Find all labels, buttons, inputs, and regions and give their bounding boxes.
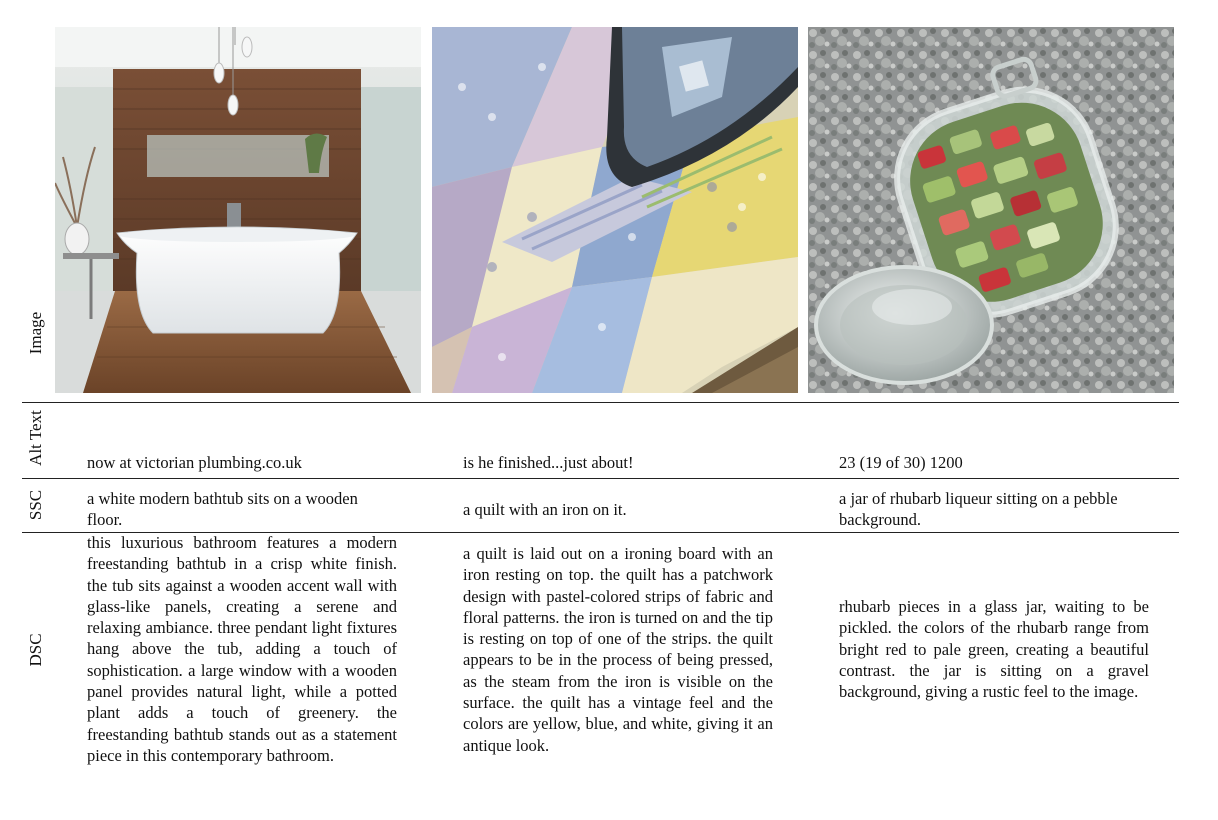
dsc-cell-2: a quilt is laid out on a ironing board with an iron resting on top. the quilt has a patchwork design with pastel-colored strips of fabric and floral patterns. the iron is turned on and the tip is resting on top of one of the strips. the quilt appears to be in the process of being pressed, as the steam from the iron is visible on the surface. the quilt has a vintage feel and the colors are yellow, blue, and white, giving it an antique look.	[463, 544, 773, 755]
ssc-cell-1: a white modern bathtub sits on a wooden floor.	[87, 489, 358, 530]
quilt-iron-photo	[432, 27, 798, 393]
ssc-cell-3: a jar of rhubarb liqueur sitting on a pebble background.	[839, 489, 1118, 530]
rhubarb-jar-photo	[808, 27, 1174, 393]
row-label-ssc: SSC	[26, 489, 45, 521]
row-label-image: Image	[26, 311, 45, 355]
bathtub-photo-icon	[55, 27, 421, 393]
alt-text-cell-1: now at victorian plumbing.co.uk	[87, 453, 302, 472]
dsc-cell-3: rhubarb pieces in a glass jar, waiting to be pickled. the colors of the rhubarb range from bright red to pale green, creating a beautiful contrast. the jar is sitting on a gravel background, giving a rustic feel to the image.	[839, 597, 1149, 702]
row-label-alt-text: Alt Text	[26, 410, 45, 466]
alt-text-cell-3: 23 (19 of 30) 1200	[839, 453, 963, 472]
bathtub-photo	[55, 27, 421, 393]
dsc-cell-1: this luxurious bathroom features a modern freestanding bathtub in a crisp white finish. the tub sits against a wooden accent wall with glass-like panels, creating a serene and relaxing ambiance. three pendant light fixtures hang above the tub, adding a touch of sophistication. a large window with a wooden panel provides natural light, while a potted plant adds a touch of greenery. the freestanding bathtub stands out as a statement piece in this contemporary bathroom.	[87, 533, 397, 765]
rule-after-image	[22, 402, 1179, 403]
alt-text-cell-2: is he finished...just about!	[463, 453, 634, 472]
rule-after-alt-text	[22, 478, 1179, 479]
row-label-dsc: DSC	[26, 633, 45, 667]
quilt-iron-photo-icon	[432, 27, 798, 393]
rhubarb-jar-photo-icon	[808, 27, 1174, 393]
ssc-cell-2: a quilt with an iron on it.	[463, 500, 627, 519]
